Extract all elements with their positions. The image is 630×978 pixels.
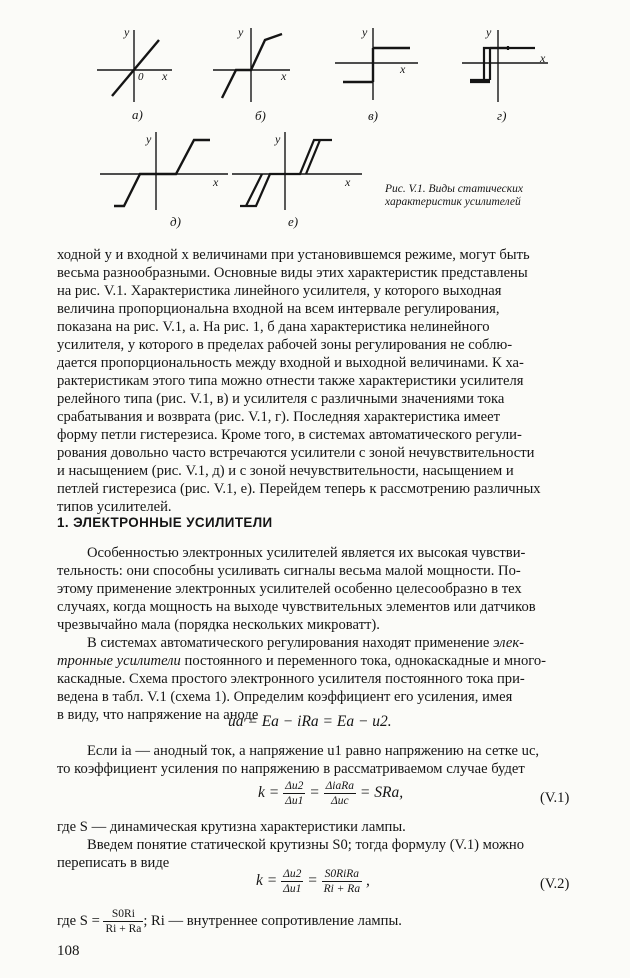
- panel-d: [462, 25, 548, 123]
- text-line: рактеристикам этого типа можно отнести также характеристики усилителя: [57, 373, 524, 389]
- fraction: [103, 908, 143, 935]
- formula-anode-voltage: uа = Eа − iRа = Eа − u2.: [228, 713, 392, 730]
- y-label: y: [362, 25, 368, 39]
- text-line: в виду, что напряжение на аноде: [57, 707, 259, 723]
- paragraph-2: [57, 544, 577, 724]
- x-label: x: [400, 62, 406, 76]
- text-line: Введем понятие статической крутизны S0; тогда формулу (V.1) можно: [87, 837, 525, 853]
- figure-caption: Рис. V.1. Виды статических характеристик усилителей: [385, 183, 523, 208]
- panel-label-d: г): [497, 108, 507, 123]
- text-line: переписать в виде: [57, 855, 170, 871]
- emphasis: тронные усилители: [57, 653, 181, 669]
- emphasis: элек-: [493, 635, 525, 651]
- last-line: [57, 908, 577, 935]
- formula-part: k =: [256, 872, 278, 890]
- formula-part: k =: [258, 784, 280, 802]
- text-line: на рис. V.1. Характеристика линейного усилителя, у которого выходная: [57, 283, 502, 299]
- section-heading: 1. ЭЛЕКТРОННЫЕ УСИЛИТЕЛИ: [57, 515, 273, 530]
- y-label: y: [238, 25, 244, 39]
- panel-b: [213, 25, 290, 123]
- x-label: x: [281, 69, 287, 83]
- text-line: Особенностью электронных усилителей является их высокая чувстви-: [87, 545, 526, 561]
- text-line: срабатывания и возврата (рис. V.1, г). Последняя характеристика имеет: [57, 409, 500, 425]
- panel-c: [335, 25, 418, 123]
- deadzone-saturation-characteristic: [114, 140, 210, 206]
- formula-part: =: [309, 784, 320, 802]
- denominator: Δu1: [285, 795, 304, 807]
- numerator: S0RiRа: [322, 868, 363, 882]
- numerator: Δu2: [285, 780, 304, 792]
- x-label: x: [213, 175, 219, 189]
- text-line: [57, 634, 577, 652]
- linear-characteristic: [112, 40, 159, 96]
- text-line: где S — динамическая крутизна характеристики лампы.: [57, 819, 406, 835]
- formula-v1: [258, 780, 403, 807]
- y-label: y: [275, 132, 281, 146]
- y-label: y: [146, 132, 152, 146]
- panel-a: [97, 25, 172, 122]
- fraction: [281, 868, 303, 895]
- paragraph-5: [57, 818, 577, 872]
- numerator: Δu2: [283, 868, 302, 880]
- figure-v1: [0, 0, 630, 248]
- hysteresis-characteristic: [470, 46, 535, 82]
- text-line: Если iа — анодный ток, а напряжение u1 равно напряжению на сетке uс,: [87, 743, 540, 759]
- nonlinear-characteristic: [222, 34, 282, 98]
- numerator: S0Ri: [103, 908, 143, 922]
- panel-f: [232, 132, 362, 229]
- text-line: и насыщением (рис. V.1, д) и с зоной нечувствительности, насыщением и: [57, 463, 514, 479]
- panel-e: [100, 132, 228, 229]
- text-line: ведена в табл. V.1 (схема 1). Определим коэффициент его усиления, имея: [57, 689, 513, 705]
- text-span: В системах автоматического регулирования находят применение: [87, 635, 494, 651]
- text-line: дается пропорциональность между входной и выходной величинами. К ха-: [57, 355, 524, 371]
- formula-part: = SRа,: [359, 784, 404, 802]
- text-line: каскадные. Схема простого электронного усилителя постоянного тока при-: [57, 671, 525, 687]
- panel-label-a: а): [132, 107, 143, 122]
- denominator: Ri + Rа: [105, 923, 142, 935]
- denominator: Δuс: [331, 795, 349, 807]
- text-span: постоянного и переменного тока, однокаскадные и много-: [180, 653, 547, 669]
- formula-v2: [256, 868, 370, 895]
- text-line: усилителя, у которого в пределах рабочей зоны регулирования не соблю-: [57, 337, 513, 353]
- x-label: x: [540, 51, 546, 65]
- formula-part: =: [307, 872, 318, 890]
- x-label: x: [345, 175, 351, 189]
- text-line: показана на рис. V.1, а. На рис. 1, б дана характеристика нелинейного: [57, 319, 490, 335]
- fraction: [322, 868, 363, 895]
- text-line: типов усилителей.: [57, 499, 172, 515]
- equation-number-v1: (V.1): [540, 790, 570, 806]
- fraction: [324, 780, 356, 807]
- panel-label-c: в): [368, 108, 378, 123]
- text-line: этому применение электронных усилителей особенно целесообразно в тех: [57, 581, 522, 597]
- text-line: случаях, когда мощность на выходе чувствительных элементов или датчиков: [57, 599, 536, 615]
- text-line: величина пропорциональна входной на всем интервале регулирования,: [57, 301, 500, 317]
- page-number: 108: [57, 943, 80, 959]
- text-line: весьма разнообразными. Основные виды этих характеристик представлены: [57, 265, 528, 281]
- deadzone-hysteresis-characteristic: [240, 140, 332, 206]
- text-line: рования довольно часто встречаются усилители с зоной нечувствительности: [57, 445, 535, 461]
- fraction: [283, 780, 305, 807]
- panel-label-b: б): [255, 108, 266, 123]
- text-line: форму петли гистерезиса. Кроме того, в системах автоматического регули-: [57, 427, 522, 443]
- paragraph-1: [57, 246, 577, 516]
- text-line: [57, 652, 577, 670]
- y-label: y: [486, 25, 492, 39]
- x-label: x: [162, 69, 168, 83]
- text-line: ходной y и входной x величинами при установившемся режиме, могут быть: [57, 247, 530, 263]
- origin-label: 0: [138, 71, 144, 83]
- text-line: петлей гистерезиса (рис. V.1, е). Перейдем теперь к рассмотрению различных: [57, 481, 541, 497]
- text-line: релейного типа (рис. V.1, в) и усилителя с различными значениями тока: [57, 391, 505, 407]
- panel-label-f: е): [288, 214, 299, 229]
- characteristics-diagram: [0, 0, 630, 248]
- denominator: Ri + Rа: [323, 883, 361, 895]
- text-line: чрезвычайно мала (порядка нескольких микроватт).: [57, 617, 380, 633]
- denominator: Δu1: [283, 883, 302, 895]
- text-span: где S =: [57, 912, 100, 929]
- y-label: y: [124, 25, 130, 39]
- panel-label-e: д): [170, 214, 181, 229]
- text-span: ; Ri — внутреннее сопротивление лампы.: [143, 912, 402, 929]
- formula-part: ,: [365, 872, 370, 890]
- text-line: тельность: они способны усиливать сигналы весьма малой мощности. По-: [57, 563, 521, 579]
- paragraph-4: [57, 742, 577, 778]
- equation-number-v2: (V.2): [540, 876, 570, 892]
- text-line: то коэффициент усиления по напряжению в рассматриваемом случае будет: [57, 761, 525, 777]
- numerator: ΔiаRа: [325, 780, 355, 792]
